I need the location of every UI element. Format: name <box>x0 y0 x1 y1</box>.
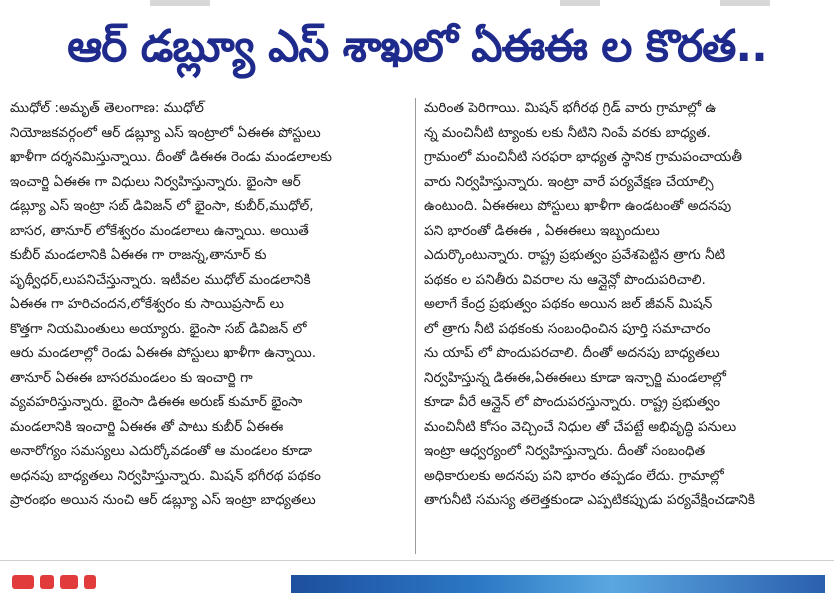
article-text-line: అధికారులకు అదనపు పని భారం తప్పడం లేదు. గ్రామాల్లో <box>424 467 724 484</box>
article-text-line: అధనపు బాధ్యతలు నిర్వహిస్తున్నారు. మిషన్ భగీరథ పథకం <box>10 467 321 484</box>
article-text-line: వ్యవహరిస్తున్నారు. భైంసా డిఈఈ అరుణ్ కుమార్ భైంసా <box>10 394 303 410</box>
next-article-cropped-heading <box>12 574 172 593</box>
article-text-line: మంచినీటి కోసం వెచ్చించే నిధుల తో చేపట్టే అభివృద్ధి పనులు <box>424 418 737 435</box>
article-text-line: వారు నిర్వహిస్తున్నారు. ఇంట్రా వారే పర్యవేక్షణ చేయాల్సి <box>424 173 714 190</box>
article-headline: ఆర్ డబ్ల్యూ ఎస్ శాఖలో ఏఈఈ ల కొరత.. <box>67 21 767 72</box>
article-text-line: నిర్వహిస్తున్న డిఈఈ,ఏఈఈలు కూడా ఇన్చార్జి మండలాల్లో <box>424 369 726 386</box>
article-text-line: ఎదుర్కొంటున్నారు. రాష్ట్ర ప్రభుత్వం ప్రవేశపెట్టిన త్రాగు నీటి <box>424 247 726 263</box>
article-text-line: పని భారంతో డిఈఈ , ఏఈఈలు ఇబ్బందులు <box>424 222 660 239</box>
article-text-line: ఇంట్రా ఆధ్వర్యంలో నిర్వహిస్తున్నారు. దీంతో సంబంధిత <box>424 443 706 459</box>
bottom-separator <box>0 560 834 561</box>
article-text-line: తానూర్ ఏఈఈ బాసరమండలం కు ఇంచార్జి గా <box>10 369 253 386</box>
article-text-line: ఖాళీగా దర్శనమిస్తున్నాయి. దీంతో డిఈఈ రెండు మండలాలకు <box>10 149 333 165</box>
article-left-column <box>10 96 413 556</box>
article-text-line: ఆరు మండలాల్లో రెండు ఏఈఈ పోస్టులు ఖాళీగా ఉన్నాయి. <box>10 345 317 361</box>
article-text-line: అనారోగ్యం సమస్యలు ఎదుర్కోవడంతో ఆ మండలం కూడా <box>10 443 312 459</box>
top-cropped-text-strip <box>0 0 834 8</box>
article-text-line: బాసర, తానూర్ లోకేశ్వరం మండలాలు ఉన్నాయి. అయితే <box>10 222 309 239</box>
article-text-line: మండలానికి ఇంచార్జి ఏఈఈ తో పాటు కుబీర్ ఏఈఈ <box>10 418 284 435</box>
column-divider <box>415 98 416 554</box>
article-text-line: ముధోల్ :అమృత్ తెలంగాణ: ముధోల్ <box>10 100 204 116</box>
article-text-line: డబ్ల్యూ ఎస్ ఇంట్రా సబ్ డివిజన్ లో భైంసా, కుబీర్,ముధోల్, <box>10 198 314 214</box>
article-text-line: కూడా వీరే ఆన్లైన్ లో పొందుపరస్తున్నారు. రాష్ట్ర ప్రభుత్వం <box>424 394 721 410</box>
article-text-line: తాగునీటి సమస్య తలెత్తకుండా ఎప్పటికప్పుడు పర్యవేక్షించడానికి <box>424 492 755 508</box>
article-text-line: మరింత పెరిగాయి. మిషన్ భగీరథ గ్రిడ్ వారు గ్రామాల్లో ఉ <box>424 100 717 116</box>
article-text-line: ప్రారంభం అయిన నుంచి ఆర్ డబ్ల్యూ ఎస్ ఇంట్రా బాధ్యతలు <box>10 492 316 508</box>
article-text-line: ఏఈఈ గా హరిచందన,లోకేశ్వరం కు సాయిప్రసాద్ లు <box>10 296 284 312</box>
article-text-line: ను యాప్ లో పొందుపరచాలి. దీంతో అదనపు బాధ్యతలు <box>424 345 720 361</box>
article-text-line: కొత్తగా నియమింతులు అయ్యారు. భైంసా సబ్ డివిజన్ లో <box>10 320 307 337</box>
article-text-line: అలాగే కేంద్ర ప్రభుత్వం పథకం అయిన జల్ జీవన్ మిషన్ <box>424 296 713 312</box>
article-text-line: ఉంటుంది. ఏఈఈలు పోస్టులు ఖాళీగా ఉండటంతో అదనపు <box>424 198 732 214</box>
article-text-line: గ్రామంలో మంచినీటి సరఫరా భాధ్యత స్థానిక గ్రామపంచాయతీ <box>424 149 742 165</box>
article-text-line: న్న మంచినీటి ట్యాంకు లకు నీటిని నింపే వరకు బాధ్యత. <box>424 124 711 141</box>
article-text-line: నియోజకవర్గంలో ఆర్ డబ్ల్యూ ఎస్ ఇంట్రాలో ఏఈఈ పోస్టులు <box>10 124 321 141</box>
article-text-line: ఇంచార్జి ఏఈఈ గా విధులు నిర్వహిస్తున్నారు. భైంసా ఆర్ <box>10 173 301 190</box>
article-text-line: పథకం ల పనితీరు వివరాల ను ఆన్లైన్లో పొందుపరిచాలి. <box>424 271 706 288</box>
article-right-column <box>424 96 827 556</box>
next-article-photo <box>291 575 825 593</box>
article-text-line: కుబీర్ మండలానికి ఏఈఈ గా రాజన్న,తానూర్ కు <box>10 247 267 263</box>
article-text-line: లో త్రాగు నీటి పథకంకు సంబంధించిన పూర్తి సమాచారం <box>424 320 711 337</box>
article-text-line: పృథ్వీధర్,లుపనిచేస్తున్నారు. ఇటీవల ముధోల్ మండలానికి <box>10 271 311 288</box>
